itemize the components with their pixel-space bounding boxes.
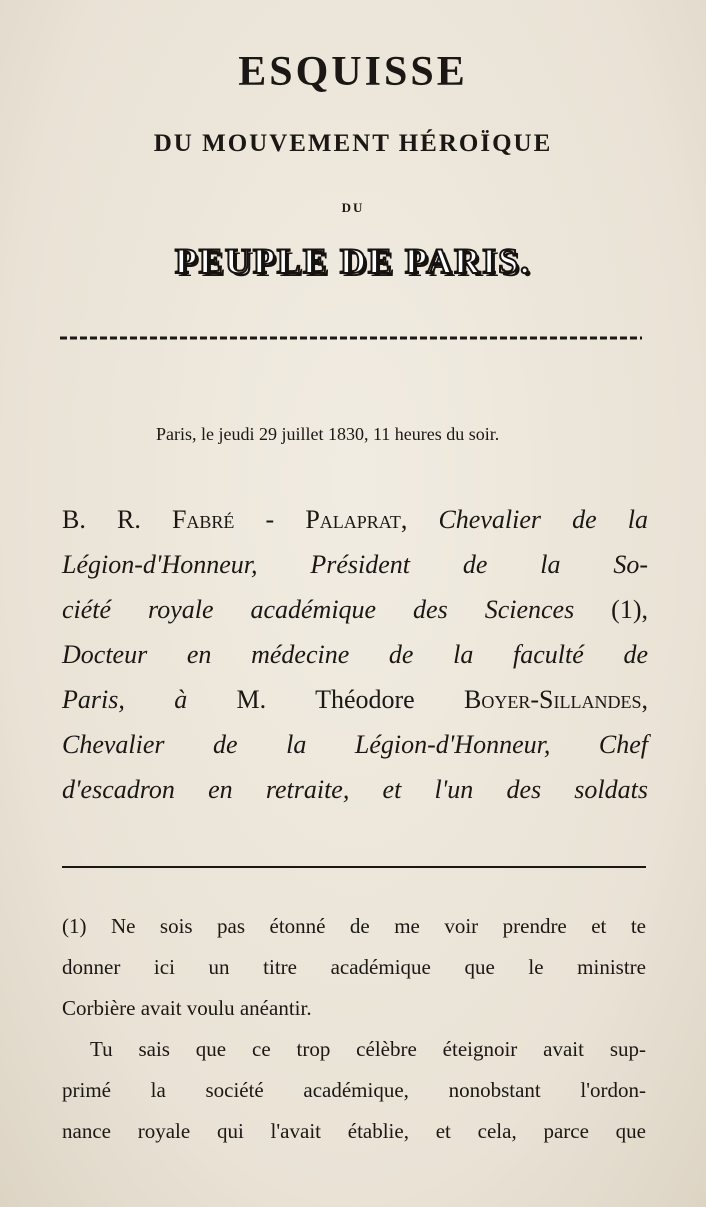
body-line-6: Chevalier de la Légion-d'Honneur, Chef — [62, 730, 648, 759]
body-text — [62, 497, 648, 812]
footnote-line-5: primé la société académique, nonobstant l'ordon- — [62, 1078, 646, 1102]
footnote-line-4: Tu sais que ce trop célèbre éteignoir avait sup- — [90, 1037, 646, 1061]
dateline: Paris, le jeudi 29 juillet 1830, 11 heures du soir. — [156, 424, 500, 444]
footnote-line-3: Corbière avait voulu anéantir. — [62, 996, 312, 1020]
body-line-7: d'escadron en retraite, et l'un des soldats — [62, 775, 648, 804]
footnote-ref: (1), — [574, 595, 648, 624]
title-line-1: ESQUISSE — [238, 49, 468, 95]
author-title: Chevalier de la — [438, 505, 649, 534]
comma-2: , — [641, 685, 648, 714]
body-line-1 — [62, 497, 648, 542]
comma: , — [400, 505, 439, 534]
footnote-line-6: nance royale qui l'avait établie, et cela, parce que — [62, 1119, 646, 1143]
footnote-line-2: donner ici un titre académique que le ministre — [62, 955, 646, 979]
recipient-name: Boyer-Sillandes — [464, 685, 642, 714]
recipient-prefix: M. Théodore — [187, 685, 465, 714]
ornamental-rule — [60, 334, 642, 342]
footnote-line-1: (1) Ne sois pas étonné de me voir prendre et te — [62, 914, 646, 938]
title-line-3: DU — [341, 200, 365, 215]
body-line-5 — [62, 677, 648, 722]
author-name: Fabré - Palaprat — [171, 505, 401, 534]
title-line-2: DU MOUVEMENT HÉROÏQUE — [153, 130, 553, 157]
body-line-2: Légion-d'Honneur, Président de la So- — [62, 550, 648, 579]
footnote — [62, 906, 646, 1152]
initials: B. R. — [62, 505, 172, 534]
city-text: Paris, à — [62, 685, 188, 714]
title-line-4: PEUPLE DE PARIS. — [174, 241, 532, 281]
body-line-3 — [62, 587, 648, 632]
footnote-rule — [62, 866, 646, 868]
body-line-4: Docteur en médecine de la faculté de — [62, 640, 648, 669]
society-name: ciété royale académique des Sciences — [62, 595, 575, 624]
